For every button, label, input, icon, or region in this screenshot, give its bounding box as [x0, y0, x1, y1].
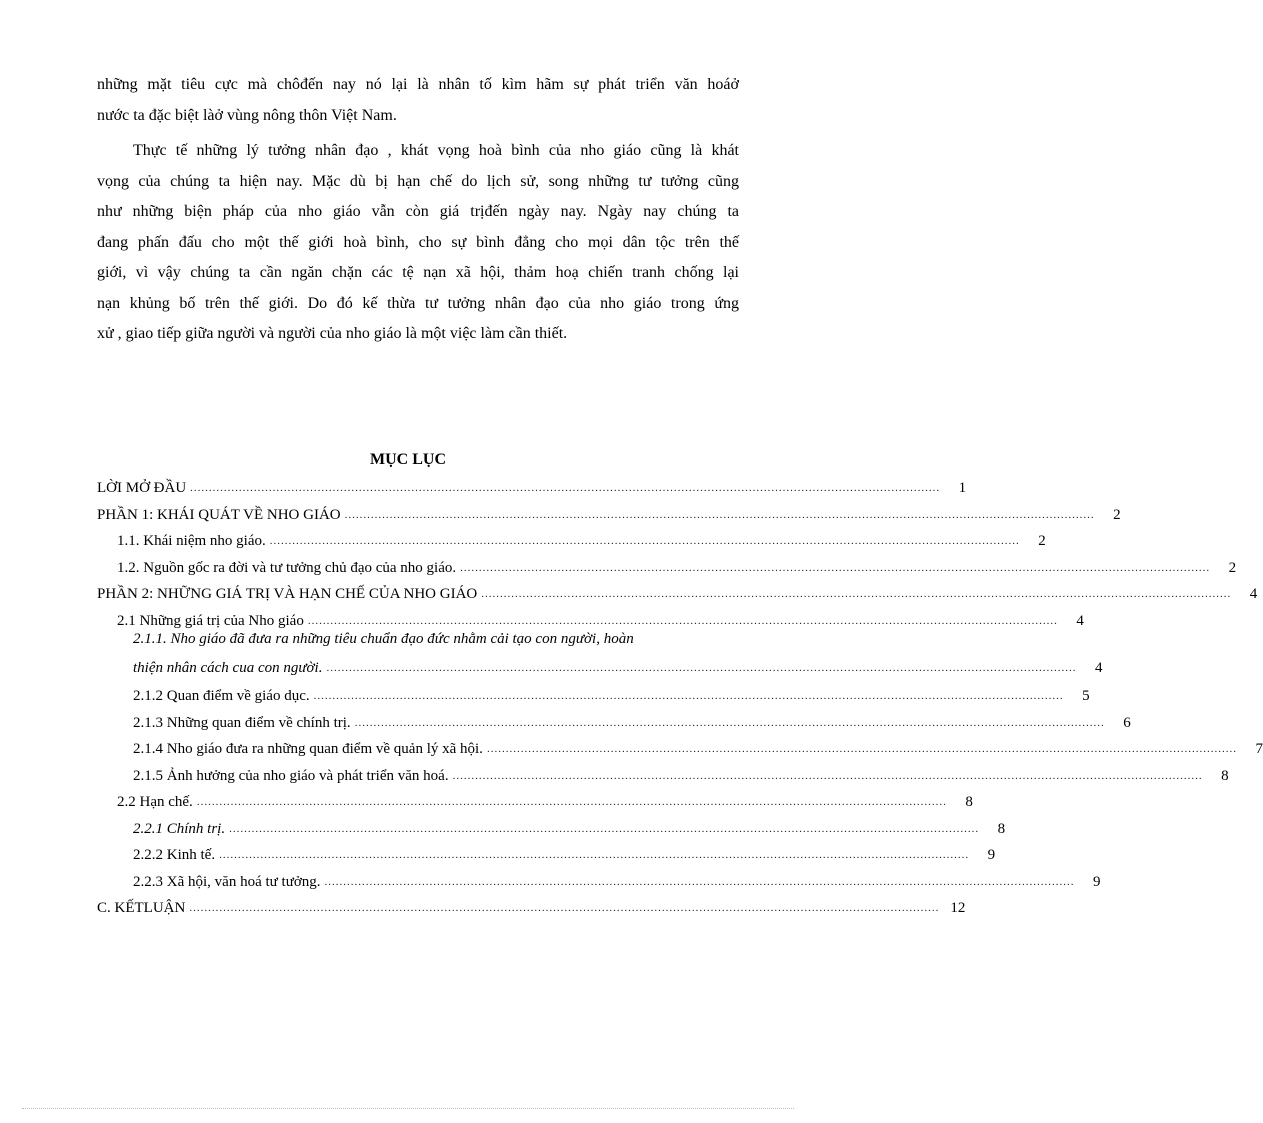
toc-entry-text: 1.1. Khái niệm nho giáo. — [117, 533, 266, 549]
dot-leader: ........................................................................................................................................................................................................ — [307, 615, 1058, 627]
dot-leader: ........................................................................................................................................................................................................ — [324, 876, 1075, 888]
toc-entry[interactable] — [133, 816, 1006, 838]
dot-leader: ........................................................................................................................................................................................................ — [460, 562, 1211, 574]
toc-entry[interactable] — [97, 475, 967, 497]
toc-entry[interactable] — [117, 528, 1046, 550]
toc-entry[interactable] — [117, 608, 1084, 630]
toc-entry-text: 1.2. Nguồn gốc ra đời và tư tưởng chủ đạo của nho giáo. — [117, 560, 457, 576]
toc-entry-text: PHẦN 1: KHÁI QUÁT VỀ NHO GIÁO — [97, 507, 341, 523]
text-line: Thực tế những lý tưởng nhân đạo , khát vọng hoà bình của nho giáo cũng là khát — [133, 142, 739, 159]
text-line: nước ta đặc biệt làở vùng nông thôn Việt Nam. — [97, 106, 397, 124]
toc-entry[interactable] — [133, 683, 1090, 705]
toc-entry[interactable] — [133, 710, 1131, 732]
toc-entry[interactable] — [97, 895, 966, 917]
toc-entry-page: 9 — [987, 847, 996, 863]
toc-entry-text: 2.2.3 Xã hội, văn hoá tư tưởng. — [133, 874, 321, 890]
toc-entry-text: 2.2.2 Kinh tế. — [133, 847, 216, 863]
dot-leader: ........................................................................................................................................................................................................ — [344, 509, 1095, 521]
toc-entry-page: 4 — [1076, 613, 1084, 629]
closing-paragraph-1 — [97, 70, 739, 131]
text-line: giới, vì vậy chúng ta cần ngăn chặn các tệ nạn xã hội, thảm hoạ chiến tranh chống lại — [97, 264, 739, 281]
toc-entry-page: 1 — [958, 480, 967, 496]
toc-title: MỤC LỤC — [370, 451, 446, 468]
toc-entry-text: C. KẾTLUẬN — [97, 900, 186, 916]
toc-entry-text: 2.1.2 Quan điểm về giáo dục. — [133, 688, 310, 704]
toc-entry[interactable] — [97, 581, 1258, 603]
dot-leader: ........................................................................................................................................................................................................ — [229, 823, 980, 835]
toc-entry-page: 2 — [1228, 560, 1237, 576]
dot-leader: ........................................................................................................................................................................................................ — [326, 662, 1077, 674]
dot-leader: ........................................................................................................................................................................................................ — [313, 690, 1064, 702]
toc-entry-text: 2.1.4 Nho giáo đưa ra những quan điểm về quản lý xã hội. — [133, 741, 483, 757]
toc-entry-text: 2.1.5 Ảnh hưởng của nho giáo và phát triển văn hoá. — [133, 768, 449, 784]
dot-leader: ........................................................................................................................................................................................................ — [189, 902, 940, 914]
toc-entry-page: 7 — [1255, 741, 1263, 757]
text-line: những mặt tiêu cực mà chôđến nay nó lại là nhân tố kìm hãm sự phát triển văn hoáở — [97, 76, 739, 93]
toc-entry[interactable] — [133, 763, 1229, 785]
dot-leader: ........................................................................................................................................................................................................ — [481, 588, 1232, 600]
toc-entry-page: 12 — [950, 900, 966, 916]
dot-leader: ........................................................................................................................................................................................................ — [269, 535, 1020, 547]
toc-entry-page: 6 — [1123, 715, 1131, 731]
text-line: vọng của chúng ta hiện nay. Mặc dù bị hạn chế do lịch sử, song những tư tưởng cũng — [97, 172, 739, 190]
toc-entry-text: 2.1.3 Những quan điểm về chính trị. — [133, 715, 351, 731]
page-border-line — [22, 1108, 794, 1109]
toc-entry-text: 2.2 Hạn chế. — [117, 794, 193, 810]
toc-entry[interactable] — [133, 736, 1263, 758]
dot-leader: ........................................................................................................................................................................................................ — [190, 482, 941, 494]
toc-entry-text: thiện nhân cách cua con người. — [133, 660, 323, 676]
toc-entry-page: 9 — [1093, 874, 1101, 890]
closing-paragraph-2 — [97, 136, 739, 350]
toc-entry[interactable] — [117, 555, 1237, 577]
text-line: như những biện pháp của nho giáo vẫn còn giá trịđến ngày nay. Ngày nay chúng ta — [97, 203, 739, 220]
toc-entry[interactable] — [133, 842, 996, 864]
text-line: xử , giao tiếp giữa người và người của nho giáo là một việc làm cần thiết. — [97, 325, 568, 342]
toc-entry-text: 2.1 Những giá trị của Nho giáo — [117, 613, 304, 629]
toc-entry-page: 8 — [997, 821, 1006, 837]
toc-entry-text-line1: 2.1.1. Nho giáo đã đưa ra những tiêu chuẩn đạo đức nhằm cải tạo con người, hoàn — [133, 631, 634, 647]
toc-entry-page: 2 — [1038, 533, 1046, 549]
dot-leader: ........................................................................................................................................................................................................ — [354, 717, 1105, 729]
toc-entry-page: 4 — [1094, 660, 1103, 676]
toc-entry[interactable] — [133, 869, 1101, 891]
toc-entry[interactable] — [97, 502, 1121, 524]
dot-leader: ........................................................................................................................................................................................................ — [196, 796, 947, 808]
toc-entry-page: 8 — [965, 794, 973, 810]
dot-leader: ........................................................................................................................................................................................................ — [219, 849, 970, 861]
toc-entry-page: 5 — [1082, 688, 1090, 704]
toc-entry[interactable] — [133, 655, 1103, 677]
toc-entry-page: 8 — [1221, 768, 1229, 784]
text-line: đang phấn đấu cho một thế giới hoà bình, cho sự bình đẳng cho mọi dân tộc trên thế — [97, 233, 739, 251]
dot-leader: ........................................................................................................................................................................................................ — [452, 770, 1203, 782]
text-line: nạn khủng bố trên thế giới. Do đó kế thừa tư tưởng nhân đạo của nho giáo trong ứng — [97, 294, 739, 312]
dot-leader: ........................................................................................................................................................................................................ — [486, 743, 1237, 755]
toc-entry-text: PHẦN 2: NHỮNG GIÁ TRỊ VÀ HẠN CHẾ CỦA NHO GIÁO — [97, 586, 478, 602]
toc-entry-page: 2 — [1113, 507, 1121, 523]
toc-entry-page: 4 — [1249, 586, 1258, 602]
toc-entry[interactable] — [117, 789, 973, 811]
toc-entry-text: LỜI MỞ ĐẦU — [97, 480, 187, 496]
toc-entry-text: 2.2.1 Chính trị. — [133, 821, 226, 837]
